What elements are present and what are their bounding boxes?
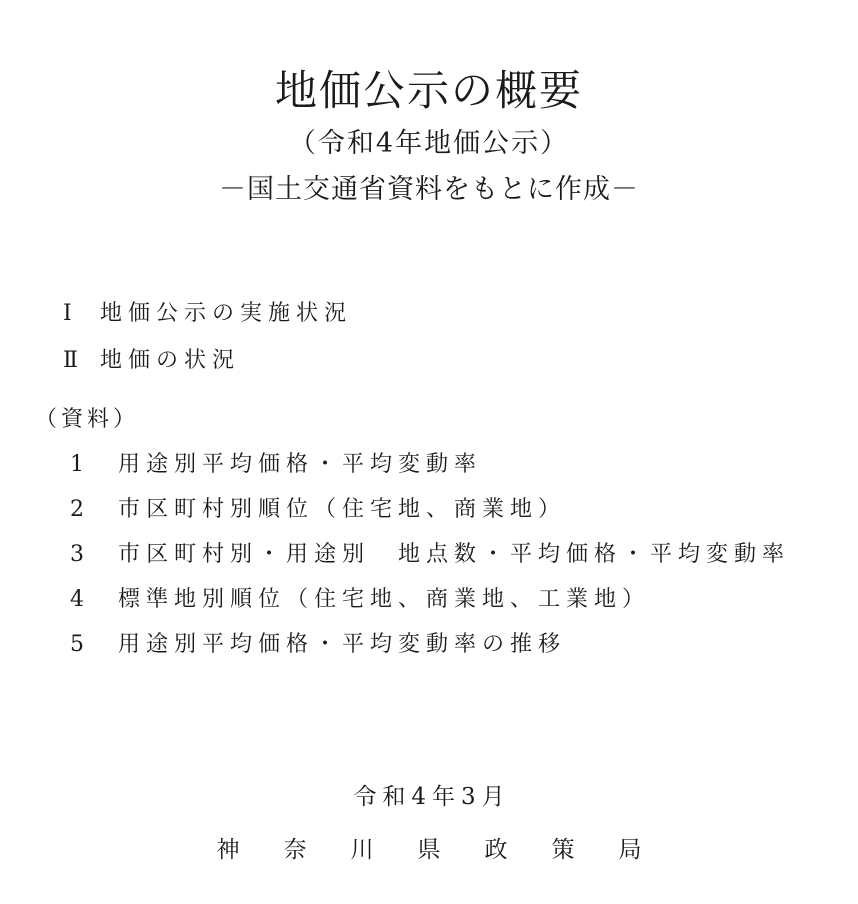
materials-heading: （資料）	[35, 407, 140, 432]
toc-item-label: 地価の状況	[100, 348, 241, 373]
page-subtitle: （令和4年地価公示）	[288, 128, 570, 159]
materials-item-label: 用途別平均価格・平均変動率	[118, 452, 483, 477]
materials-item	[70, 630, 858, 660]
materials-item-label: 標準地別順位（住宅地、商業地、工業地）	[118, 587, 651, 612]
materials-item	[70, 495, 858, 525]
materials-item	[70, 450, 858, 480]
materials-item-number: 4	[70, 587, 84, 612]
materials-section	[0, 405, 858, 660]
toc-item	[63, 346, 858, 376]
page-attribution: －国土交通省資料をもとに作成－	[219, 174, 639, 205]
toc-item-number: Ⅱ	[63, 348, 78, 373]
footer-organization: 神奈川県政策局	[216, 837, 686, 863]
materials-item-number: 1	[70, 452, 84, 477]
materials-item-label: 市区町村別順位（住宅地、商業地）	[118, 497, 567, 522]
materials-item	[70, 585, 858, 615]
toc-section	[63, 299, 858, 376]
toc-item	[63, 299, 858, 329]
page-title: 地価公示の概要	[274, 66, 583, 115]
toc-item-label: 地価公示の実施状況	[100, 301, 353, 326]
materials-item	[70, 540, 858, 570]
materials-item-number: 3	[70, 542, 84, 567]
materials-item-label: 用途別平均価格・平均変動率の推移	[118, 632, 567, 657]
materials-item-label: 市区町村別・用途別 地点数・平均価格・平均変動率	[118, 542, 791, 567]
footer-date: 令和4年3月	[353, 784, 511, 810]
materials-item-number: 5	[70, 632, 84, 657]
toc-item-number: Ⅰ	[63, 301, 72, 326]
materials-item-number: 2	[70, 497, 84, 522]
